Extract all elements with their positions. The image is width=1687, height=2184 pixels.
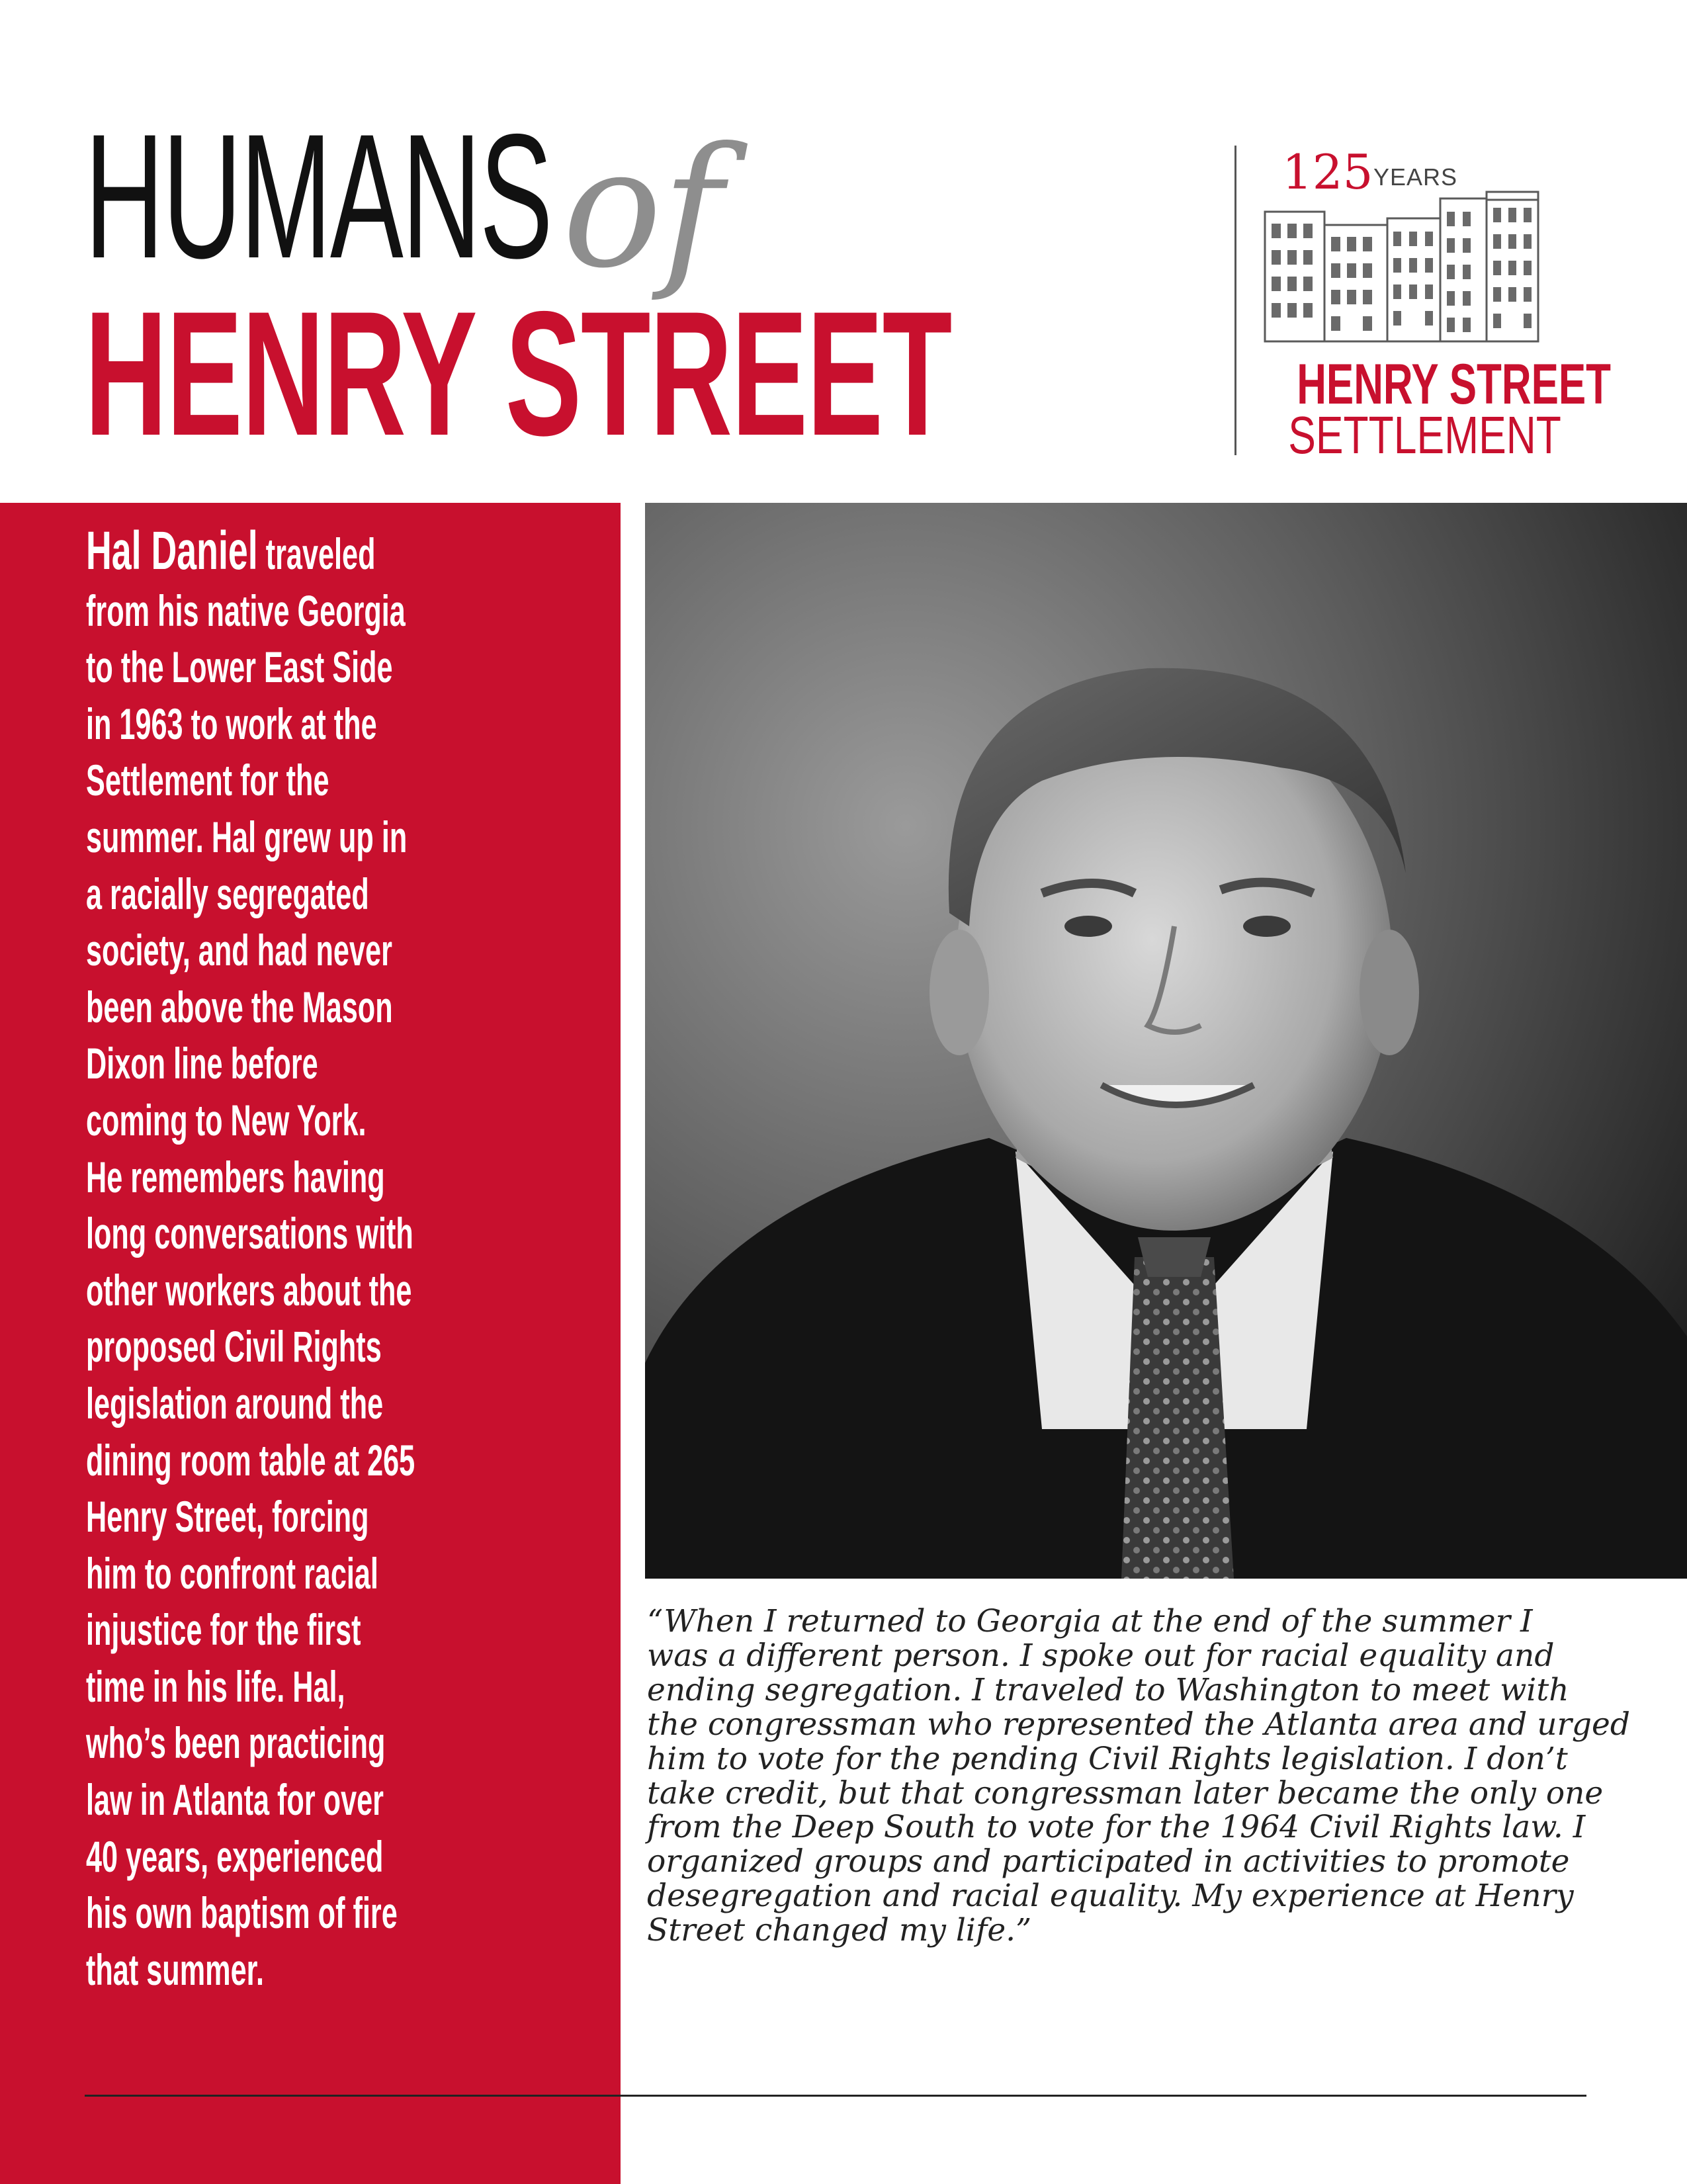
bio-line: in 1963 to work at the (86, 699, 377, 748)
bio-line: injustice for the first (86, 1605, 361, 1655)
bio-line: a racially segregated (86, 869, 369, 918)
quote-line: “When I returned to Georgia at the end of the summer I (647, 1603, 1533, 1639)
title-humans-wrap (85, 97, 837, 295)
quote-line: him to vote for the pending Civil Rights legislation. I don’t (647, 1740, 1568, 1777)
logo-henry-street: HENRY STREET (1297, 353, 1612, 416)
bio-line: from his native Georgia (86, 586, 406, 635)
portrait-illustration (645, 503, 1687, 1579)
bio-line: He remembers having (86, 1152, 385, 1201)
henry-street-settlement-logo (1257, 144, 1612, 464)
bio-name: Hal Daniel (86, 521, 258, 581)
bio-line: Henry Street, forcing (86, 1492, 369, 1542)
bottom-rule (85, 2095, 1586, 2097)
bio-line: coming to New York. (86, 1095, 367, 1145)
bio-line: society, and had never (86, 926, 392, 975)
title-humans: HUMANS (85, 97, 552, 295)
bio-line: time in his life. Hal, (86, 1661, 345, 1711)
bio-first-line (86, 523, 562, 583)
quote-line: the congressman who represented the Atlanta area and urged (647, 1706, 1630, 1743)
quote-line: ending segregation. I traveled to Washington to meet with (647, 1671, 1569, 1708)
bio-text (86, 523, 562, 1998)
quote-line: organized groups and participated in activities to promote (647, 1843, 1570, 1880)
bio-line: Settlement for the (86, 756, 329, 805)
bio-line: Dixon line before (86, 1039, 318, 1088)
quote-line: from the Deep South to vote for the 1964 Civil Rights law. I (647, 1809, 1586, 1846)
quote-text (647, 1603, 1630, 1949)
bio-line: legislation around the (86, 1378, 384, 1428)
logo-125: 125 (1282, 144, 1373, 200)
bio-line: 40 years, experienced (86, 1831, 384, 1881)
logo-settlement: SETTLEMENT (1288, 406, 1561, 464)
portrait-photo (645, 503, 1687, 1579)
bio-line: law in Atlanta for over (86, 1775, 384, 1825)
bio-line: him to confront racial (86, 1548, 378, 1598)
bio-line: proposed Civil Rights (86, 1322, 382, 1372)
title-henry-street: HENRY STREET (85, 274, 952, 472)
bio-line: traveled (265, 529, 376, 578)
quote-line: take credit, but that congressman later became the only one (647, 1774, 1604, 1812)
bio-line: dining room table at 265 (86, 1435, 415, 1485)
bio-line: long conversations with (86, 1209, 413, 1258)
quote-line: desegregation and racial equality. My experience at Henry (647, 1878, 1574, 1915)
bio-line: to the Lower East Side (86, 642, 393, 692)
quote-line: was a different person. I spoke out for racial equality and (647, 1637, 1555, 1674)
buildings-icon (1262, 185, 1540, 344)
logo-years: YEARS (1373, 163, 1458, 191)
title-of: of (562, 112, 724, 304)
bio-line: other workers about the (86, 1265, 412, 1315)
bio-line: his own baptism of fire (86, 1888, 398, 1938)
quote-line: Street changed my life.” (647, 1912, 1032, 1949)
bio-line: who’s been practicing (86, 1718, 386, 1768)
bio-line: summer. Hal grew up in (86, 812, 408, 861)
bio-line: been above the Mason (86, 982, 393, 1031)
logo-divider (1234, 146, 1236, 455)
bio-line: that summer. (86, 1944, 265, 1994)
